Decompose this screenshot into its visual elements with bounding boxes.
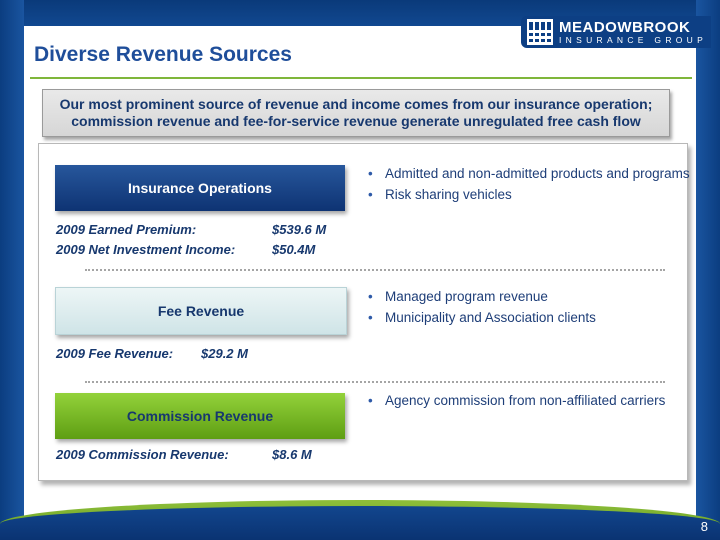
list-item: • Managed program revenue xyxy=(368,289,596,305)
commission-bullets xyxy=(368,393,665,414)
page-number: 8 xyxy=(700,519,708,534)
logo-subtitle: INSURANCE GROUP xyxy=(559,35,708,45)
section-divider xyxy=(85,381,665,383)
fee-revenue-label: 2009 Fee Revenue: xyxy=(56,346,174,361)
slide-title: Diverse Revenue Sources xyxy=(34,43,292,66)
net-investment-income-value: $50.4M xyxy=(272,242,316,257)
insurance-operations-header: Insurance Operations xyxy=(55,165,345,211)
title-rule xyxy=(30,77,692,79)
footer-blue-band xyxy=(0,506,720,540)
commission-revenue-value: $8.6 M xyxy=(272,447,312,462)
commission-revenue-header: Commission Revenue xyxy=(55,393,345,439)
section-divider xyxy=(85,269,665,271)
fee-revenue-header: Fee Revenue xyxy=(55,287,347,335)
insurance-bullets xyxy=(368,166,690,208)
earned-premium-value: $539.6 M xyxy=(272,222,327,237)
commission-revenue-label: 2009 Commission Revenue: xyxy=(56,447,229,462)
left-frame xyxy=(0,0,24,540)
summary-banner: Our most prominent source of revenue and income comes from our insurance operation; commission revenue and fee-for-service revenue generate unregulated free cash flow xyxy=(42,89,670,137)
list-item: • Risk sharing vehicles xyxy=(368,187,690,203)
fee-revenue-value: $29.2 M xyxy=(201,346,248,361)
fee-bullets xyxy=(368,289,596,331)
list-item: • Agency commission from non-affiliated carriers xyxy=(368,393,665,409)
list-item: • Municipality and Association clients xyxy=(368,310,596,326)
logo-wordmark: MEADOWBROOK xyxy=(559,19,691,36)
net-investment-income-label: 2009 Net Investment Income: xyxy=(56,242,236,257)
list-item: • Admitted and non-admitted products and programs xyxy=(368,166,690,182)
earned-premium-label: 2009 Earned Premium: xyxy=(56,222,197,237)
right-frame xyxy=(696,0,720,540)
company-logo xyxy=(521,16,711,48)
building-icon xyxy=(527,19,553,45)
